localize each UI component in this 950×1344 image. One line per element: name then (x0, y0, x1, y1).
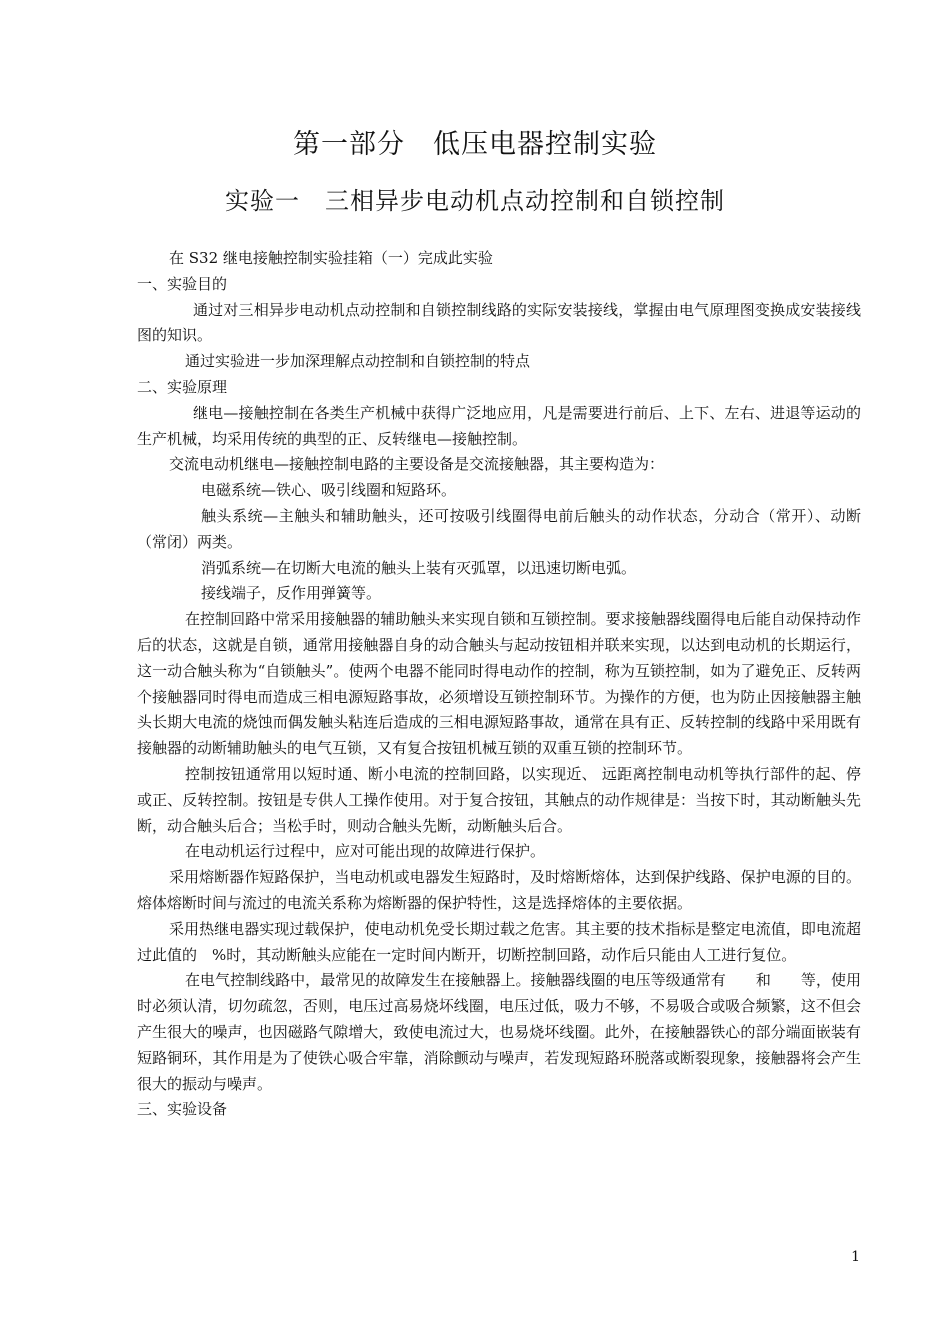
paragraph: 触头系统—主触头和辅助触头，还可按吸引线圈得电前后触头的动作状态，分动合（常开）、动断（常闭）两类。 (137, 506, 861, 551)
paragraph: 继电—接触控制在各类生产机械中获得广泛地应用，凡是需要进行前后、上下、左右、进退等运动的生产机械，均采用传统的典型的正、反转继电—接触控制。 (137, 403, 861, 448)
experiment-title: 实验一 三相异步电动机点动控制和自锁控制 (225, 187, 725, 215)
paragraph: 二、实验原理 (137, 377, 228, 396)
page-number: 1 (851, 1249, 860, 1265)
paragraph: 在控制回路中常采用接触器的辅助触头来实现自锁和互锁控制。要求接触器线圈得电后能自动保持动作后的状态，这就是自锁，通常用接触器自身的动合触头与起动按钮相并联来实现，以达到电动机的长期运行，这一动合触头称为“自锁触头”。使两个电器不能同时得电动作的控制，称为互锁控制，如为了避免正、反转两个接触器同时得电而造成三相电源短路事故，必须增设互锁控制环节。为操作的方便，也为防止因接触器主触头长期大电流的烧蚀而偶发触头粘连后造成的三相电源短路事故，通常在具有正、反转控制的线路中采用既有接触器的动断辅助触头的电气互锁，又有复合按钮机械互锁的双重互锁的控制环节。 (137, 610, 861, 758)
paragraph: 三、实验设备 (137, 1100, 228, 1119)
paragraph: 在电动机运行过程中，应对可能出现的故障进行保护。 (185, 842, 546, 861)
paragraph: 通过实验进一步加深理解点动控制和自锁控制的特点 (185, 352, 531, 371)
paragraph: 通过对三相异步电动机点动控制和自锁控制线路的实际安装接线，掌握由电气原理图变换成安装接线图的知识。 (137, 300, 861, 345)
paragraph: 接线端子，反作用弹簧等。 (201, 584, 382, 603)
paragraph: 在电气控制线路中，最常见的故障发生在接触器上。接触器线圈的电压等级通常有 和 等，使用时必须认清，切勿疏忽，否则，电压过高易烧坏线圈，电压过低，吸力不够，不易吸合或吸合频繁，这不但会产生很大的噪声，也因磁路气隙增大，致使电流过大，也易烧坏线圈。此外，在接触器铁心的部分端面嵌装有短路铜环，其作用是为了使铁心吸合牢靠，消除颤动与噪声，若发现短路环脱落或断裂现象，接触器将会产生很大的振动与噪声。 (137, 971, 861, 1093)
part-title: 第一部分 低压电器控制实验 (293, 129, 657, 160)
paragraph: 交流电动机继电—接触控制电路的主要设备是交流接触器，其主要构造为： (169, 455, 665, 474)
paragraph: 在 S32 继电接触控制实验挂箱（一）完成此实验 (169, 249, 493, 267)
paragraph: 电磁系统—铁心、吸引线圈和短路环。 (201, 481, 457, 500)
paragraph: 采用熔断器作短路保护，当电动机或电器发生短路时，及时熔断熔体，达到保护线路、保护电源的目的。熔体熔断时间与流过的电流关系称为熔断器的保护特性，这是选择熔体的主要依据。 (137, 868, 861, 912)
paragraph: 消弧系统—在切断大电流的触头上装有灭弧罩，以迅速切断电弧。 (201, 558, 637, 577)
paragraph: 控制按钮通常用以短时通、断小电流的控制回路，以实现近、 远距离控制电动机等执行部件的起、停或正、反转控制。按钮是专供人工操作使用。对于复合按钮，其触点的动作规律是：当按下时，其动断触头先断，动合触头后合；当松手时，则动合触头先断，动断触头后合。 (137, 764, 861, 835)
paragraph: 采用热继电器实现过载保护，使电动机免受长期过载之危害。其主要的技术指标是整定电流值，即电流超过此值的 %时，其动断触头应能在一定时间内断开，切断控制回路，动作后只能由人工进行复位。 (137, 919, 861, 964)
document-body (137, 246, 861, 1123)
paragraph: 一、实验目的 (137, 274, 228, 293)
